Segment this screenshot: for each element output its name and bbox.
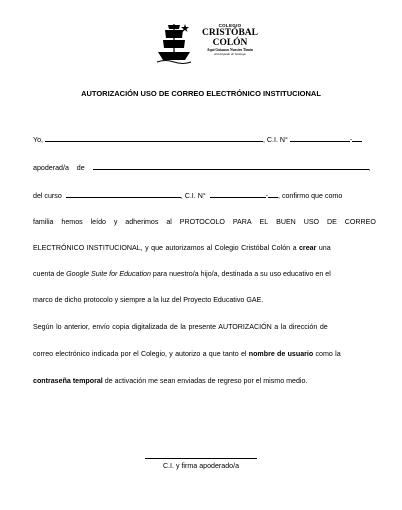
logo-colegio: COLEGIO — [218, 23, 242, 28]
p1-l3-text: cuenta de — [33, 270, 67, 278]
logo-text — [185, 23, 275, 56]
word: y — [113, 218, 118, 226]
word: al — [166, 218, 172, 226]
word: PARA — [232, 218, 252, 226]
word: BUEN — [276, 218, 296, 226]
school-logo — [155, 20, 275, 66]
word: adherimos — [125, 218, 159, 226]
ci-dv-field-2[interactable] — [265, 191, 278, 200]
signature-line[interactable] — [145, 458, 257, 459]
p2-l3-end: de activación me sean enviadas de regreso por el mismo medio. — [102, 377, 308, 385]
ci-label: , C.I. N° — [262, 136, 288, 144]
document-title: AUTORIZACIÓN USO DE CORREO ELECTRÓNICO INSTITUCIONAL — [81, 89, 321, 98]
ci-number-field-2[interactable] — [210, 191, 266, 198]
yo-label: Yo, — [33, 136, 43, 144]
p1-line-1 — [33, 218, 376, 227]
word: CORREO — [344, 218, 376, 226]
p1-line-3 — [33, 270, 378, 279]
p1-line-2 — [33, 244, 378, 253]
p2-line-2 — [33, 350, 378, 359]
ci-dash: - — [349, 136, 353, 144]
line-apoderado: apoderad/a de , — [33, 164, 371, 172]
p2-l2-text: correo electrónico indicada por el Colegio, y autorizo a que tanto el — [33, 350, 249, 358]
ci-label-2: , C.I. N° — [180, 192, 206, 200]
line-curso — [33, 191, 378, 200]
p2-l1-text: Según lo anterior, envío copia digitalizada de la presente AUTORIZACIÓN a la dirección de — [33, 323, 328, 331]
apoderado-label: apoderad/a — [33, 164, 69, 172]
google-suite-italic: Google Suite for Education — [66, 270, 151, 278]
logo-motto: Aquí Guiamos Nuestro Timón — [206, 48, 254, 52]
username-bold: nombre de usuario — [248, 350, 314, 358]
crear-bold: crear — [298, 244, 317, 252]
p2-line-1 — [33, 323, 378, 332]
p1-l3-end: para nuestro/a hijo/a, destinada a su uso educativo en el — [150, 270, 331, 278]
word: USO — [303, 218, 320, 226]
word: DE — [326, 218, 337, 226]
line-yo — [33, 135, 378, 144]
password-bold: contraseña temporal — [33, 377, 103, 385]
confirmo-text: , confirmo que como — [278, 192, 343, 200]
name-field[interactable] — [45, 135, 263, 142]
p1-l4-text: marco de dicho protocolo y siempre a la luz del Proyecto Educativo GAE. — [33, 296, 264, 304]
p1-l2-end: una — [316, 244, 331, 252]
student-name-field[interactable] — [93, 163, 369, 170]
p2-line-3 — [33, 377, 378, 386]
signature-caption: C.I. y firma apoderado/a — [162, 462, 240, 470]
curso-label: del curso — [33, 192, 62, 200]
word: hemos — [61, 218, 83, 226]
ci-dash-2: - — [265, 192, 268, 200]
word: PROTOCOLO — [179, 218, 225, 226]
logo-subtitle: Arzobispado de Santiago — [213, 52, 247, 56]
de-label: de — [76, 164, 85, 172]
ci-number-field[interactable] — [290, 135, 353, 144]
word: EL — [259, 218, 269, 226]
p1-line-4 — [33, 296, 378, 305]
ci-dv-field[interactable] — [349, 135, 362, 144]
word: familia — [33, 218, 54, 226]
logo-school-name: CRISTÓBAL COLÓN — [202, 28, 258, 48]
word: leído — [90, 218, 106, 226]
p2-l2-end: como la — [313, 350, 341, 358]
course-field[interactable] — [66, 191, 181, 198]
p1-l2-text: ELECTRÓNICO INSTITUCIONAL, y que autorizamos al Colegio Cristóbal Colón a — [33, 244, 299, 252]
